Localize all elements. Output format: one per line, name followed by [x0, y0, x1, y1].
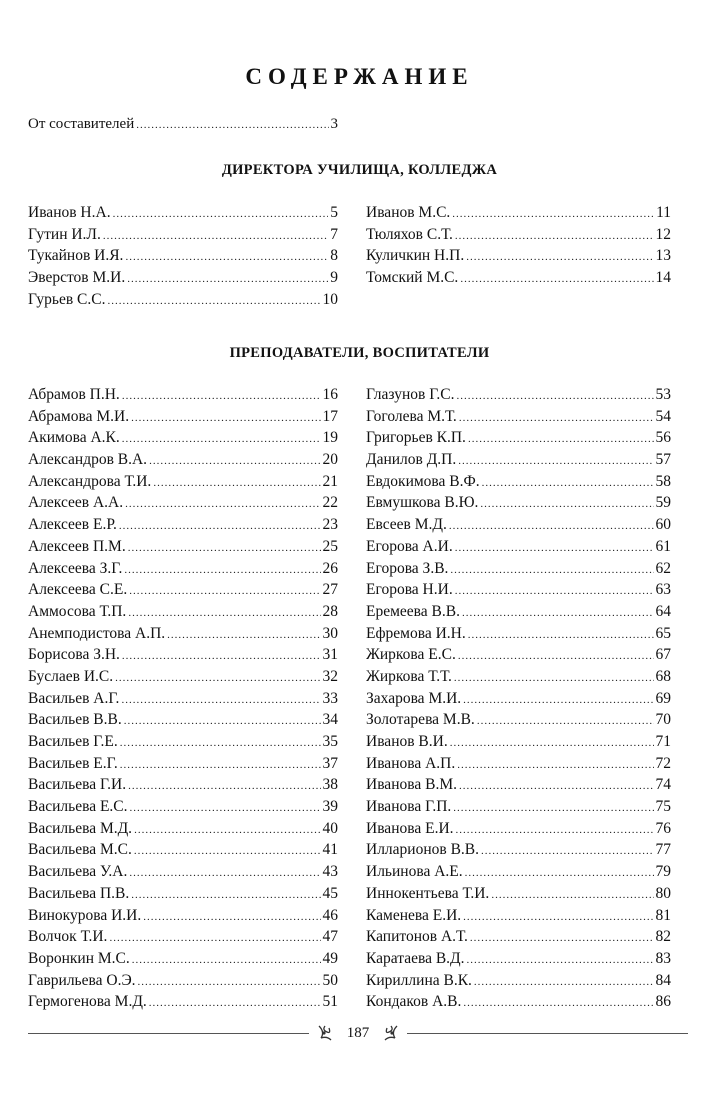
toc-entry[interactable]	[366, 907, 671, 929]
entry-page: 67	[655, 646, 671, 664]
toc-entry[interactable]	[28, 581, 338, 603]
entry-page: 31	[322, 646, 338, 664]
entry-name: Ильинова А.Е.	[366, 863, 463, 881]
toc-entry[interactable]	[28, 755, 338, 777]
dot-leader	[463, 911, 653, 923]
entry-page: 70	[655, 711, 671, 729]
entry-page: 72	[655, 754, 671, 772]
entry-page: 37	[322, 754, 338, 772]
entry-name: Глазунов Г.С.	[366, 386, 455, 403]
toc-entry[interactable]	[366, 733, 671, 755]
toc-entry-intro[interactable]	[28, 116, 338, 133]
entry-page: 53	[655, 386, 671, 403]
entry-page: 38	[322, 776, 338, 794]
entry-page: 54	[655, 407, 671, 425]
toc-entry[interactable]	[366, 386, 671, 408]
dot-leader	[459, 412, 654, 424]
dot-leader	[457, 390, 654, 402]
toc-entry[interactable]	[366, 820, 671, 842]
toc-entry[interactable]	[28, 798, 338, 820]
entry-page: 83	[655, 949, 671, 967]
entry-name: Васильева М.Д.	[28, 819, 133, 837]
entry-name: Иванова Г.П.	[366, 798, 452, 816]
entry-name: Аммосова Т.П.	[28, 602, 127, 620]
entry-page: 17	[322, 407, 338, 425]
dot-leader	[129, 585, 320, 597]
entry-name: Капитонов А.Т.	[366, 928, 468, 946]
dot-leader	[153, 477, 320, 489]
toc-entry[interactable]	[366, 494, 671, 516]
dot-leader	[107, 295, 320, 307]
toc-entry[interactable]	[366, 993, 671, 1015]
toc-entry[interactable]	[28, 646, 338, 668]
dot-leader	[125, 251, 328, 263]
section-heading-directors: ДИРЕКТОРА УЧИЛИЩА, КОЛЛЕДЖА	[221, 162, 498, 178]
entry-name: Александров В.А.	[28, 451, 148, 469]
entry-page: 68	[655, 667, 671, 685]
dot-leader	[466, 251, 653, 263]
dot-leader	[450, 564, 653, 576]
entry-page: 13	[655, 247, 671, 265]
entry-page: 33	[322, 689, 338, 707]
entry-page: 30	[322, 624, 338, 642]
toc-entry[interactable]	[366, 755, 671, 777]
entry-name: Иннокентьева Т.И.	[366, 884, 490, 902]
entry-page: 63	[655, 581, 671, 599]
entry-page: 80	[655, 884, 671, 902]
toc-entry[interactable]	[366, 204, 671, 226]
entry-page: 59	[655, 494, 671, 512]
entry-name: Данилов Д.П.	[366, 451, 457, 469]
toc-entry[interactable]	[28, 972, 338, 994]
entry-page: 7	[330, 225, 338, 243]
dot-leader	[458, 455, 653, 467]
entry-page: 62	[655, 559, 671, 577]
dot-leader	[456, 824, 654, 836]
entry-page: 84	[655, 971, 671, 989]
entry-page: 58	[655, 472, 671, 490]
entry-page: 25	[322, 537, 338, 555]
toc-entry[interactable]	[28, 863, 338, 885]
entry-name: Егорова З.В.	[366, 559, 449, 577]
dot-leader	[127, 273, 328, 285]
toc-entry[interactable]	[28, 473, 338, 495]
entry-name: Еремеева В.В.	[366, 602, 460, 620]
entry-page: 65	[655, 624, 671, 642]
dot-leader	[468, 629, 654, 641]
page-footer	[28, 1022, 688, 1044]
entry-name: Ефремова И.Н.	[366, 624, 466, 642]
entry-page: 8	[330, 247, 338, 265]
entry-name: Алексеева С.Е.	[28, 581, 128, 599]
entry-name: Волчок Т.И.	[28, 928, 108, 946]
toc-entry[interactable]	[366, 625, 671, 647]
toc-entry[interactable]	[366, 538, 671, 560]
entry-name: Анемподистова А.П.	[28, 624, 166, 642]
dot-leader	[470, 932, 654, 944]
toc-entry[interactable]	[28, 429, 338, 451]
entry-page: 49	[322, 949, 338, 967]
dot-leader	[454, 672, 654, 684]
toc-column-directors-right	[366, 204, 671, 291]
entry-name: Абрамов П.Н.	[28, 386, 120, 403]
entry-page: 79	[655, 863, 671, 881]
toc-entry[interactable]	[28, 451, 338, 473]
dot-leader	[134, 845, 321, 857]
toc-entry[interactable]	[366, 269, 671, 291]
dot-leader	[124, 715, 321, 727]
entry-name: Васильева М.С.	[28, 841, 132, 859]
entry-page: 56	[655, 429, 671, 447]
entry-page: 41	[322, 841, 338, 859]
toc-entry[interactable]	[366, 560, 671, 582]
dot-leader	[122, 433, 321, 445]
entry-name: Золотарева М.В.	[366, 711, 475, 729]
toc-column-directors-left	[28, 204, 338, 312]
entry-name: Каратаева В.Д.	[366, 949, 465, 967]
dot-leader	[121, 694, 320, 706]
entry-name: Алексеев А.А.	[28, 494, 124, 512]
toc-entry[interactable]	[366, 928, 671, 950]
dot-leader	[465, 867, 654, 879]
toc-entry[interactable]	[366, 247, 671, 269]
entry-page: 71	[655, 733, 671, 750]
entry-name: Евсеев М.Д.	[366, 516, 447, 534]
dot-leader	[129, 867, 320, 879]
entry-name: Егорова А.И.	[366, 537, 453, 555]
entry-name: Алексеев П.М.	[28, 537, 126, 555]
dot-leader	[463, 997, 653, 1009]
entry-name: Буслаев И.С.	[28, 667, 114, 685]
entry-page: 34	[322, 711, 338, 729]
entry-page: 60	[655, 516, 671, 534]
entry-name: От составителей	[28, 116, 135, 132]
entry-page: 22	[322, 494, 338, 512]
toc-entry[interactable]	[28, 408, 338, 430]
dot-leader	[453, 802, 653, 814]
section-heading-teachers: ПРЕПОДАВАТЕЛИ, ВОСПИТАТЕЛИ	[229, 345, 490, 361]
entry-name: Тукайнов И.Я.	[28, 247, 124, 265]
entry-page: 81	[655, 906, 671, 924]
dot-leader	[462, 607, 654, 619]
entry-page: 45	[322, 884, 338, 902]
dot-leader	[128, 780, 320, 792]
entry-name: Иванов М.С.	[366, 204, 451, 221]
entry-name: Эверстов М.И.	[28, 269, 126, 287]
entry-page: 21	[322, 472, 338, 490]
toc-entry[interactable]	[28, 841, 338, 863]
toc-column-teachers-left	[28, 386, 338, 1015]
toc-entry[interactable]	[28, 820, 338, 842]
entry-name: Васильев В.В.	[28, 711, 122, 729]
entry-name: Васильев А.Г.	[28, 689, 120, 707]
dot-leader	[167, 629, 320, 641]
toc-entry[interactable]	[366, 516, 671, 538]
dot-leader	[113, 208, 329, 220]
toc-entry[interactable]	[28, 993, 338, 1015]
page-title: СОДЕРЖАНИЕ	[245, 64, 474, 89]
toc-entry[interactable]	[366, 798, 671, 820]
dot-leader	[128, 607, 320, 619]
toc-entry[interactable]	[366, 581, 671, 603]
dot-leader	[455, 542, 654, 554]
toc-entry[interactable]	[28, 226, 338, 248]
entry-name: Евдокимова В.Ф.	[366, 472, 480, 490]
toc-column-teachers-right	[366, 386, 671, 1015]
toc-entry[interactable]	[28, 711, 338, 733]
entry-name: Гурьев С.С.	[28, 290, 106, 308]
toc-entry[interactable]	[366, 226, 671, 248]
dot-leader	[115, 672, 320, 684]
entry-page: 39	[322, 798, 338, 816]
entry-name: Илларионов В.В.	[366, 841, 480, 859]
toc-entry[interactable]	[366, 711, 671, 733]
dot-leader	[134, 824, 320, 836]
dot-leader	[130, 802, 321, 814]
entry-page: 19	[322, 429, 338, 447]
entry-page: 3	[330, 116, 338, 132]
toc-entry[interactable]	[366, 473, 671, 495]
toc-entry[interactable]	[28, 269, 338, 291]
toc-entry[interactable]	[366, 408, 671, 430]
entry-name: Тюляхов С.Т.	[366, 225, 453, 243]
entry-name: Иванов Н.А.	[28, 204, 111, 221]
toc-entry[interactable]	[366, 776, 671, 798]
toc-entry[interactable]	[28, 494, 338, 516]
dot-leader	[138, 976, 321, 988]
toc-entry[interactable]	[366, 841, 671, 863]
entry-name: Жиркова Т.Т.	[366, 667, 452, 685]
dot-leader	[452, 208, 654, 220]
toc-entry[interactable]	[28, 928, 338, 950]
entry-name: Иванова А.П.	[366, 754, 456, 772]
entry-name: Иванова Е.И.	[366, 819, 454, 837]
toc-entry[interactable]	[28, 625, 338, 647]
entry-page: 14	[655, 269, 671, 287]
dot-leader	[467, 954, 654, 966]
toc-entry[interactable]	[28, 516, 338, 538]
footer-rule-right	[407, 1033, 688, 1034]
dot-leader	[120, 759, 321, 771]
entry-name: Васильев Е.Г.	[28, 754, 118, 772]
entry-name: Васильева Г.И.	[28, 776, 127, 794]
entry-page: 40	[322, 819, 338, 837]
entry-page: 46	[322, 906, 338, 924]
entry-name: Гаврильева О.Э.	[28, 971, 136, 989]
entry-page: 12	[655, 225, 671, 243]
dot-leader	[120, 737, 321, 749]
toc-entry[interactable]	[366, 863, 671, 885]
entry-name: Васильева У.А.	[28, 863, 128, 881]
entry-name: Васильев Г.Е.	[28, 733, 118, 750]
dot-leader	[458, 650, 654, 662]
toc-entry[interactable]	[366, 668, 671, 690]
dot-leader	[477, 715, 654, 727]
entry-page: 16	[322, 386, 338, 403]
toc-entry[interactable]	[366, 603, 671, 625]
page-number: 187	[346, 1024, 370, 1041]
toc-entry[interactable]	[28, 776, 338, 798]
entry-name: Васильева Е.С.	[28, 798, 128, 816]
dot-leader	[131, 412, 320, 424]
dot-leader	[122, 650, 321, 662]
dot-leader	[491, 889, 653, 901]
entry-page: 10	[322, 290, 338, 308]
entry-page: 61	[655, 537, 671, 555]
dot-leader	[109, 932, 320, 944]
toc-entry[interactable]	[28, 733, 338, 755]
entry-name: Алексеев Е.Р.	[28, 516, 117, 534]
entry-name: Александрова Т.И.	[28, 472, 152, 490]
toc-entry[interactable]	[366, 885, 671, 907]
toc-entry[interactable]	[28, 668, 338, 690]
toc-entry[interactable]	[366, 451, 671, 473]
entry-name: Гутин И.Л.	[28, 225, 101, 243]
entry-page: 32	[322, 667, 338, 685]
toc-entry[interactable]	[366, 950, 671, 972]
dot-leader	[468, 433, 654, 445]
dot-leader	[132, 954, 321, 966]
dot-leader	[482, 477, 654, 489]
entry-page: 77	[655, 841, 671, 859]
toc-entry[interactable]	[28, 560, 338, 582]
entry-name: Евмушкова В.Ю.	[366, 494, 479, 512]
toc-entry[interactable]	[28, 291, 338, 313]
entry-name: Васильева П.В.	[28, 884, 130, 902]
dot-leader	[125, 498, 320, 510]
dot-leader	[149, 997, 321, 1009]
footer-rule-left	[28, 1033, 309, 1034]
dot-leader	[459, 780, 654, 792]
entry-name: Егорова Н.И.	[366, 581, 453, 599]
entry-page: 69	[655, 689, 671, 707]
entry-name: Борисова З.Н.	[28, 646, 120, 664]
entry-name: Томский М.С.	[366, 269, 459, 287]
toc-entry[interactable]	[28, 907, 338, 929]
dot-leader	[122, 390, 321, 402]
fleuron-ornament-icon	[381, 1022, 401, 1044]
dot-leader	[449, 520, 654, 532]
dot-leader	[460, 273, 653, 285]
entry-name: Акимова А.К.	[28, 429, 120, 447]
entry-page: 26	[322, 559, 338, 577]
entry-name: Кириллина В.К.	[366, 971, 472, 989]
entry-page: 9	[330, 269, 338, 287]
dot-leader	[463, 694, 653, 706]
dot-leader	[455, 585, 654, 597]
entry-page: 23	[322, 516, 338, 534]
dot-leader	[136, 119, 328, 131]
toc-entry[interactable]	[28, 204, 338, 226]
entry-name: Захарова М.И.	[366, 689, 462, 707]
toc-entry[interactable]	[28, 690, 338, 712]
entry-page: 86	[655, 993, 671, 1011]
entry-name: Воронкин М.С.	[28, 949, 130, 967]
entry-page: 50	[322, 971, 338, 989]
entry-page: 57	[655, 451, 671, 469]
dot-leader	[143, 911, 320, 923]
dot-leader	[103, 230, 328, 242]
dot-leader	[450, 737, 654, 749]
entry-page: 82	[655, 928, 671, 946]
dot-leader	[119, 520, 321, 532]
entry-name: Иванов В.И.	[366, 733, 448, 750]
entry-page: 74	[655, 776, 671, 794]
dot-leader	[128, 542, 321, 554]
entry-page: 51	[322, 993, 338, 1011]
dot-leader	[149, 455, 320, 467]
entry-name: Иванова В.М.	[366, 776, 457, 794]
entry-name: Абрамова М.И.	[28, 407, 130, 425]
entry-page: 43	[322, 863, 338, 881]
toc-entry[interactable]	[28, 885, 338, 907]
entry-page: 64	[655, 602, 671, 620]
toc-entry[interactable]	[366, 972, 671, 994]
toc-entry[interactable]	[28, 386, 338, 408]
entry-page: 47	[322, 928, 338, 946]
fleuron-ornament-icon	[315, 1022, 335, 1044]
toc-entry[interactable]	[28, 247, 338, 269]
dot-leader	[481, 845, 653, 857]
entry-name: Куличкин Н.П.	[366, 247, 465, 265]
dot-leader	[457, 759, 653, 771]
entry-page: 28	[322, 602, 338, 620]
toc-entry[interactable]	[366, 646, 671, 668]
entry-page: 75	[655, 798, 671, 816]
entry-page: 5	[330, 204, 338, 221]
dot-leader	[474, 976, 654, 988]
entry-name: Гоголева М.Т.	[366, 407, 457, 425]
dot-leader	[480, 498, 653, 510]
entry-name: Гермогенова М.Д.	[28, 993, 147, 1011]
dot-leader	[455, 230, 654, 242]
entry-name: Алексеева З.Г.	[28, 559, 123, 577]
entry-name: Каменева Е.И.	[366, 906, 462, 924]
entry-name: Григорьев К.П.	[366, 429, 466, 447]
toc-entry[interactable]	[28, 538, 338, 560]
entry-name: Жиркова Е.С.	[366, 646, 456, 664]
entry-name: Винокурова И.И.	[28, 906, 142, 924]
entry-name: Кондаков А.В.	[366, 993, 462, 1011]
dot-leader	[124, 564, 320, 576]
toc-entry[interactable]	[28, 603, 338, 625]
entry-page: 27	[322, 581, 338, 599]
entry-page: 11	[656, 204, 671, 221]
entry-page: 20	[322, 451, 338, 469]
entry-page: 35	[322, 733, 338, 750]
toc-entry[interactable]	[28, 950, 338, 972]
dot-leader	[131, 889, 320, 901]
toc-entry[interactable]	[366, 690, 671, 712]
toc-entry[interactable]	[366, 429, 671, 451]
entry-page: 76	[655, 819, 671, 837]
